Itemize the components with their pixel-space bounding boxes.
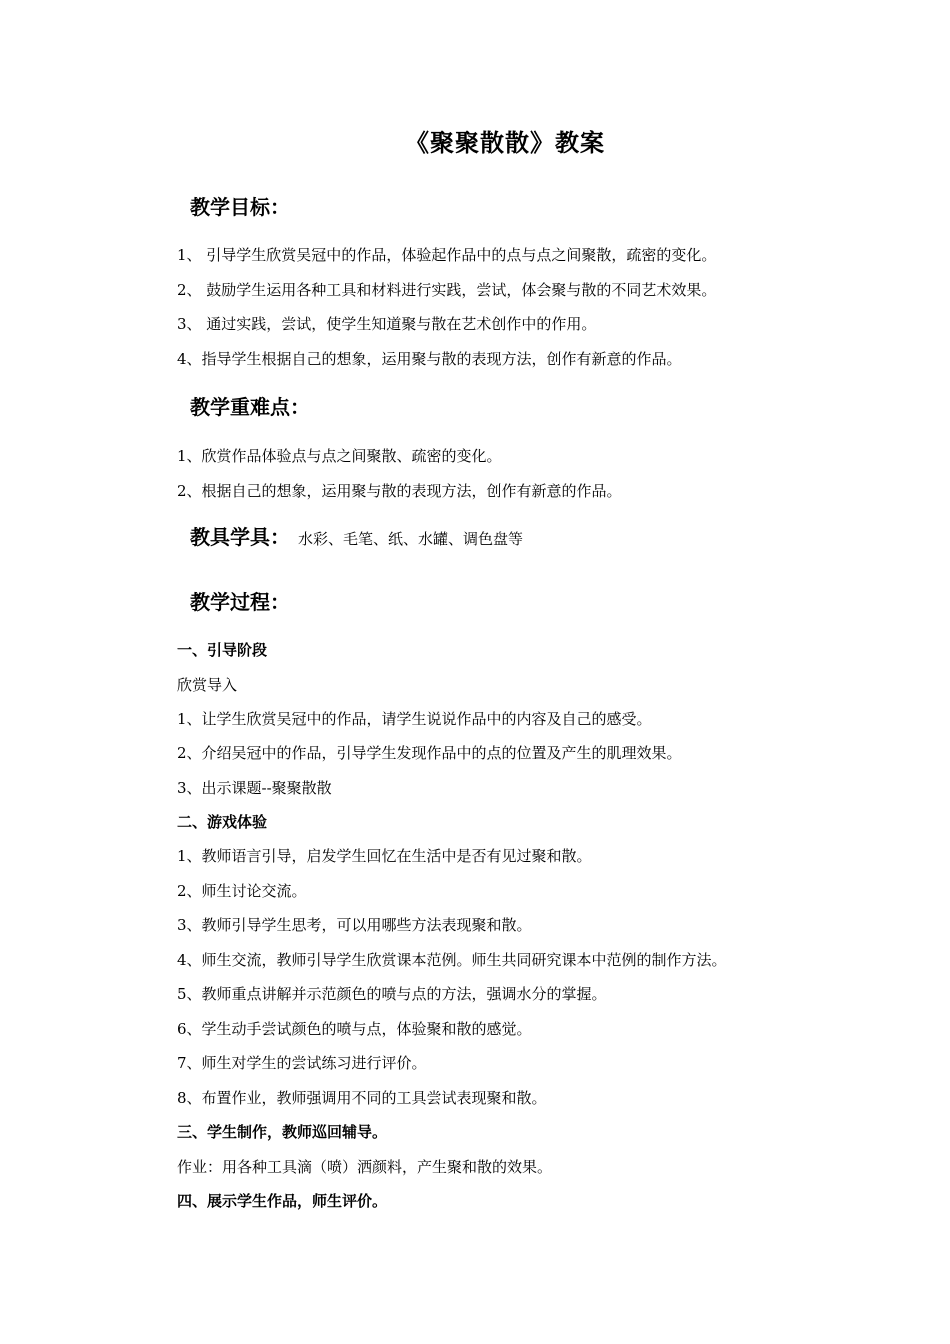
process-item: 2、介绍吴冠中的作品，引导学生发现作品中的点的位置及产生的肌理效果。 — [177, 744, 682, 762]
process-item: 1、让学生欣赏吴冠中的作品，请学生说说作品中的内容及自己的感受。 — [177, 710, 652, 728]
process-item: 3、出示课题--聚聚散散 — [177, 779, 332, 797]
process-item: 1、教师语言引导，启发学生回忆在生活中是否有见过聚和散。 — [177, 847, 592, 865]
homework-line: 作业：用各种工具滴（喷）洒颜料，产生聚和散的效果。 — [177, 1158, 553, 1176]
process-item: 8、布置作业，教师强调用不同的工具尝试表现聚和散。 — [177, 1089, 547, 1107]
process-item: 4、师生交流，教师引导学生欣赏课本范例。师生共同研究课本中范例的制作方法。 — [177, 951, 727, 969]
materials-heading — [190, 522, 523, 554]
process-heading: 教学过程： — [190, 590, 290, 614]
process-item: 3、教师引导学生思考，可以用哪些方法表现聚和散。 — [177, 916, 532, 934]
section-title: 四、展示学生作品，师生评价。 — [177, 1192, 388, 1210]
objective-item: 4、指导学生根据自己的想象，运用聚与散的表现方法，创作有新意的作品。 — [177, 350, 682, 368]
objective-item: 3、 通过实践，尝试，使学生知道聚与散在艺术创作中的作用。 — [177, 315, 597, 333]
objectives-heading: 教学目标： — [190, 195, 290, 219]
process-item: 2、师生讨论交流。 — [177, 882, 307, 900]
section-title: 一、引导阶段 — [177, 641, 268, 659]
key-point-item: 1、欣赏作品体验点与点之间聚散、疏密的变化。 — [177, 447, 502, 465]
document-title: 《聚聚散散》教案 — [405, 128, 605, 157]
process-item: 5、教师重点讲解并示范颜色的喷与点的方法，强调水分的掌握。 — [177, 985, 607, 1003]
section-title: 二、游戏体验 — [177, 813, 268, 831]
section-intro: 欣赏导入 — [177, 676, 238, 694]
objective-item: 2、 鼓励学生运用各种工具和材料进行实践，尝试，体会聚与散的不同艺术效果。 — [177, 281, 717, 299]
process-item: 6、学生动手尝试颜色的喷与点，体验聚和散的感觉。 — [177, 1020, 532, 1038]
objective-item: 1、 引导学生欣赏吴冠中的作品，体验起作品中的点与点之间聚散，疏密的变化。 — [177, 246, 717, 264]
materials-label: 教具学具： — [190, 525, 290, 549]
key-points-heading: 教学重难点： — [190, 395, 310, 419]
key-point-item: 2、根据自己的想象，运用聚与散的表现方法，创作有新意的作品。 — [177, 482, 622, 500]
section-title: 三、学生制作，教师巡回辅导。 — [177, 1123, 388, 1141]
process-item: 7、师生对学生的尝试练习进行评价。 — [177, 1054, 427, 1072]
materials-value: 水彩、毛笔、纸、水罐、调色盘等 — [298, 530, 524, 548]
